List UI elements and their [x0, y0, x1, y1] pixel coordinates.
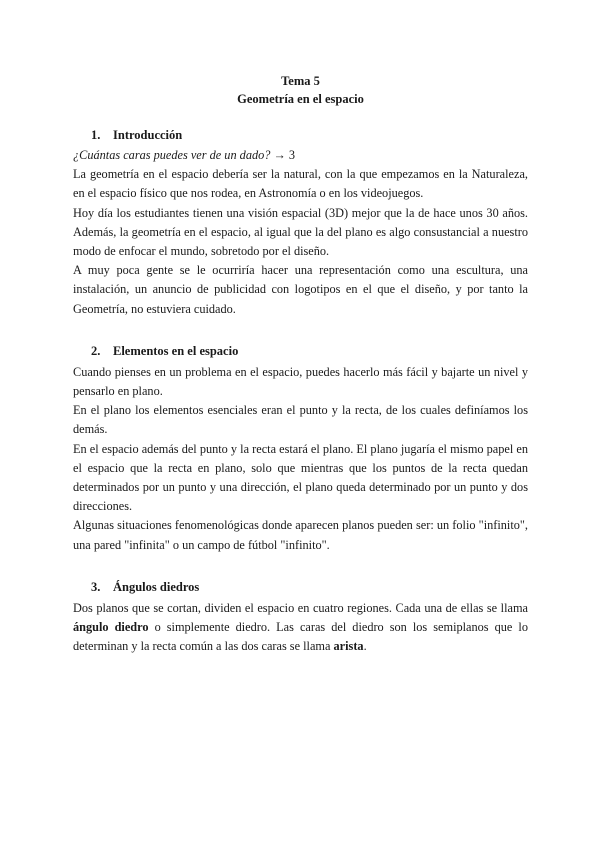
section-heading-label: Elementos en el espacio — [113, 343, 239, 358]
paragraph: En el espacio además del punto y la recta estará el plano. El plano jugaría el mismo papel en el espacio que la recta en plano, solo que mientras que los puntos de la recta quedan determinados por un punto y una dirección, el plano queda determinado por un punto y dos direcciones. — [73, 441, 528, 514]
intro-question — [73, 146, 528, 165]
text-run: Dos planos que se cortan, dividen el espacio en cuatro regiones. Cada una de ellas se llama — [73, 600, 528, 615]
section-number: 1. — [91, 128, 101, 142]
section-heading-angulos-diedros — [73, 578, 528, 596]
paragraph: Algunas situaciones fenomenológicas donde aparecen planos pueden ser: un folio "infinito", una pared "infinita" o un campo de fútbol "infinito". — [73, 518, 528, 552]
topic-number: Tema 5 — [281, 74, 320, 88]
section-heading-label: Ángulos diedros — [113, 579, 200, 594]
text-run: . — [363, 639, 367, 654]
title-block — [73, 72, 528, 108]
term-angulo-diedro: ángulo diedro — [73, 620, 149, 635]
paragraph: Cuando pienses en un problema en el espacio, puedes hacerlo más fácil y bajarte un nivel y pensarlo en plano. — [73, 364, 528, 399]
section-heading-label: Introducción — [113, 128, 183, 142]
page-title: Geometría en el espacio — [237, 92, 364, 106]
question-text: ¿Cuántas caras puedes ver de un dado? — [73, 148, 271, 162]
paragraph: La geometría en el espacio debería ser la natural, con la que empezamos en la Naturaleza, en el espacio físico que nos rodea, en Astronomía o en los videojuegos. — [73, 167, 528, 201]
paragraph-diedros — [73, 599, 528, 657]
question-answer: → 3 — [273, 148, 296, 162]
section-heading-introduccion — [73, 126, 528, 144]
paragraph: Hoy día los estudiantes tienen una visión espacial (3D) mejor que la de hace unos 30 años. Además, la geometría en el espacio, al igual que la del plano es algo consustancial a nuestro modo de enfocar el mundo, sobretodo por el diseño. — [73, 205, 528, 259]
paragraph: En el plano los elementos esenciales eran el punto y la recta, de los cuales definíamos los demás. — [73, 403, 528, 437]
document-page — [73, 70, 528, 656]
section-heading-elementos — [73, 342, 528, 360]
section-number: 2. — [91, 343, 101, 358]
paragraph: A muy poca gente se le ocurriría hacer una representación como una escultura, una instalación, un anuncio de publicidad con logotipos en el que el diseño, y por tanto la Geometría, no estuviera cuidado. — [73, 263, 528, 316]
section-number: 3. — [91, 579, 101, 594]
text-run: o simplemente diedro. Las caras del diedro son los semiplanos que lo determinan y la recta común a las dos caras se llama — [73, 620, 528, 654]
term-arista: arista — [333, 639, 364, 654]
